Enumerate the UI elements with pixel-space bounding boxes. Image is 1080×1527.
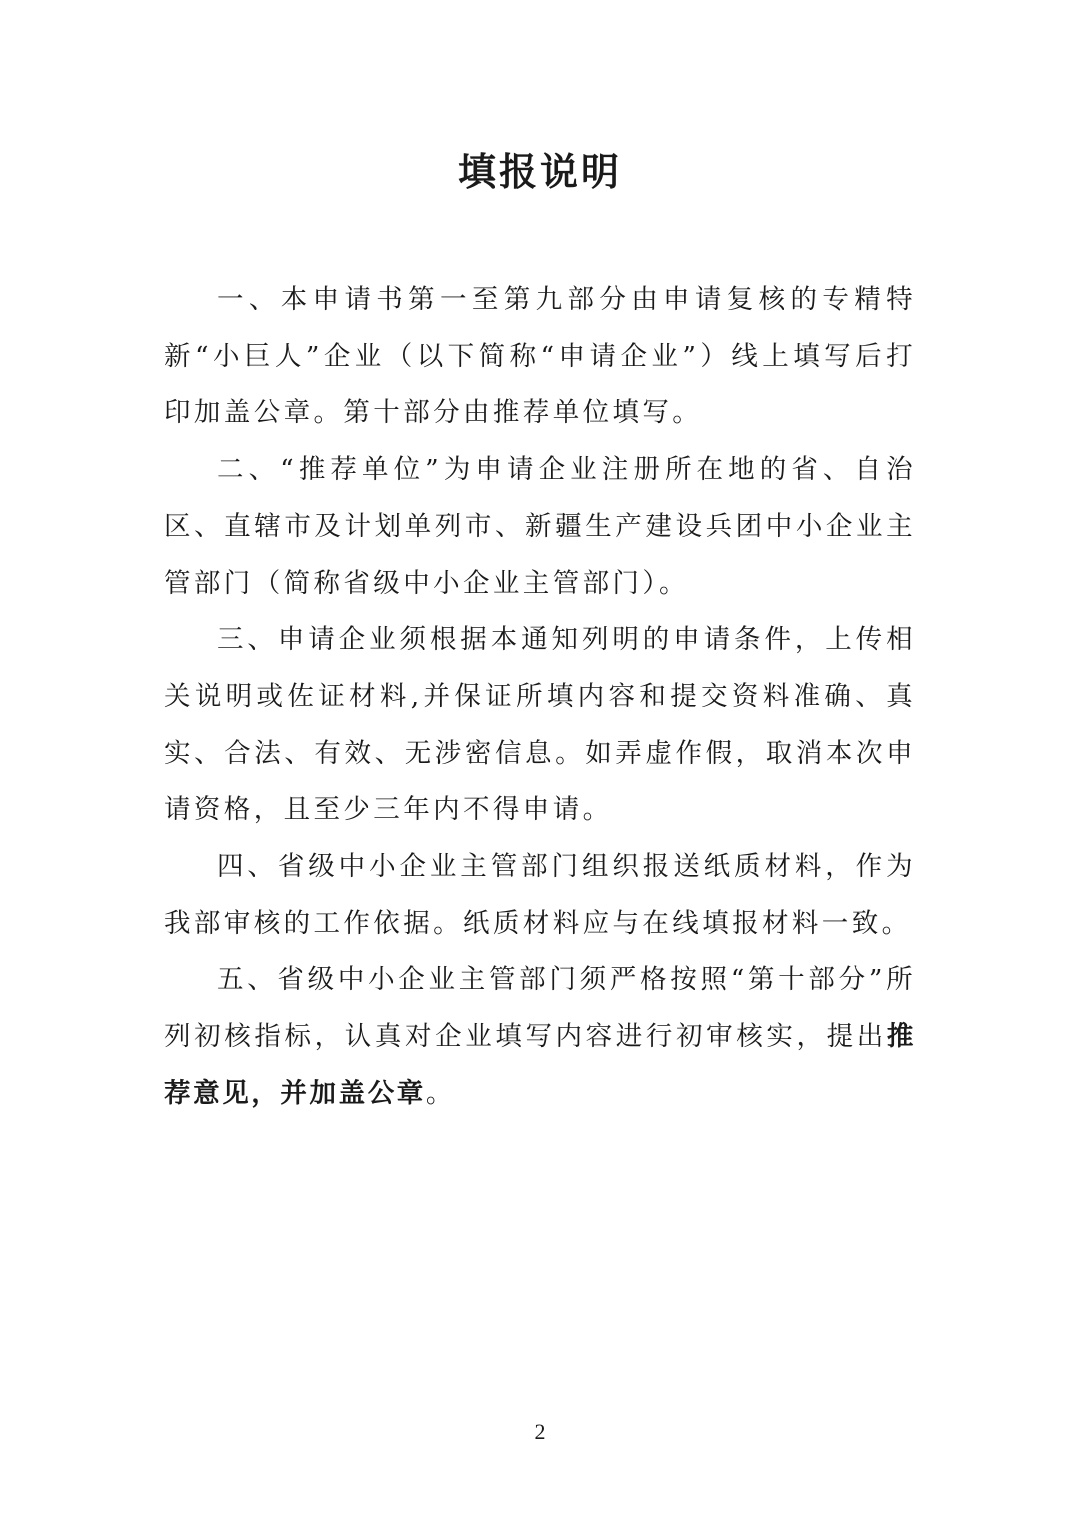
instruction-paragraph-4: 四、省级中小企业主管部门组织报送纸质材料，作为我部审核的工作依据。纸质材料应与在线填报材料一致。 — [164, 851, 916, 939]
instruction-paragraph-1: 一、本申请书第一至第九部分由申请复核的专精特新“小巨人”企业（以下简称“申请企业”）线上填写后打印加盖公章。第十部分由推荐单位填写。 — [164, 284, 916, 429]
instructions-body — [164, 272, 916, 1123]
instruction-paragraph-3: 三、申请企业须根据本通知列明的申请条件，上传相关说明或佐证材料,并保证所填内容和提交资料准确、真实、合法、有效、无涉密信息。如弄虚作假，取消本次申请资格，且至少三年内不得申请。 — [164, 624, 916, 826]
paragraph-5-end: 。 — [425, 1077, 456, 1109]
document-title: 填报说明 — [457, 150, 622, 194]
instruction-paragraph-2: 二、“推荐单位”为申请企业注册所在地的省、自治区、直辖市及计划单列市、新疆生产建设兵团中小企业主管部门（简称省级中小企业主管部门）。 — [164, 454, 916, 599]
paragraph-5-emphasis: 推荐意见，并加盖公章 — [164, 1021, 916, 1109]
page-number: 2 — [534, 1419, 546, 1444]
instruction-paragraph-5 — [164, 952, 916, 1122]
paragraph-5-text: 五、省级中小企业主管部门须严格按照“第十部分”所列初核指标，认真对企业填写内容进行初审核实，提出 — [164, 964, 916, 1053]
